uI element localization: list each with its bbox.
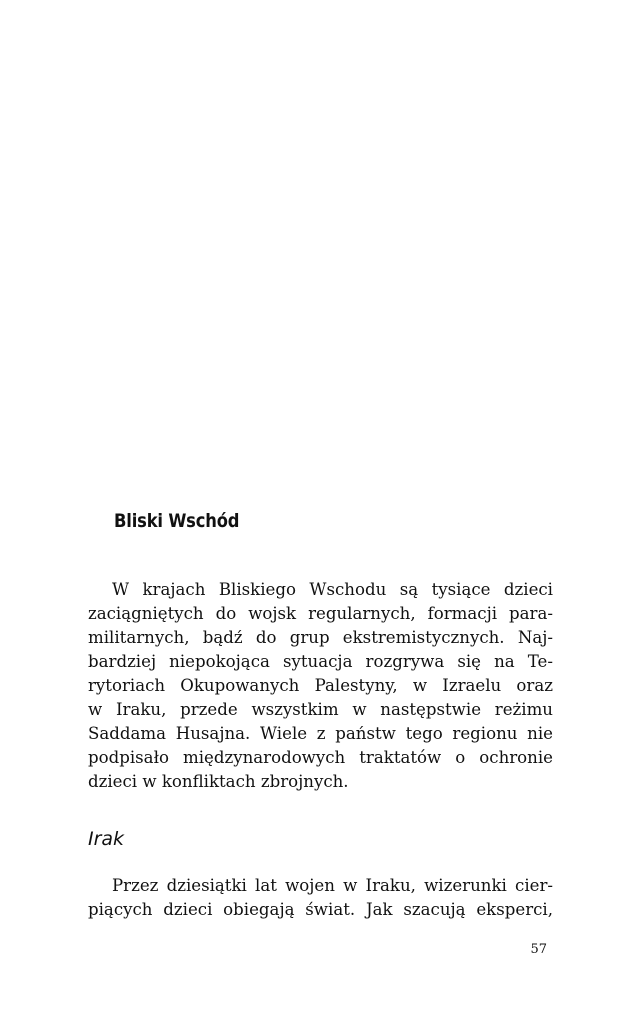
text-line: bardziej niepokojąca sytuacja rozgrywa się na Te- bbox=[88, 652, 553, 671]
text-line: militarnych, bądź do grup ekstremistycznych. Naj- bbox=[88, 628, 553, 647]
chapter-title: Bliski Wschód bbox=[114, 510, 240, 532]
text-line: Przez dziesiątki lat wojen w Iraku, wizerunki cier- bbox=[112, 876, 553, 895]
page-number: 57 bbox=[530, 942, 547, 957]
text-line: podpisało międzynarodowych traktatów o ochronie bbox=[88, 748, 553, 767]
text-line: Saddama Husajna. Wiele z państw tego regionu nie bbox=[88, 724, 553, 743]
text-line: zaciągniętych do wojsk regularnych, formacji para- bbox=[88, 604, 553, 623]
text-line: piących dzieci obiegają świat. Jak szacują eksperci, bbox=[88, 900, 553, 919]
body-paragraph bbox=[88, 874, 553, 922]
body-paragraph bbox=[88, 578, 553, 794]
section-title: Irak bbox=[88, 828, 125, 850]
text-line: rytoriach Okupowanych Palestyny, w Izraelu oraz bbox=[88, 676, 553, 695]
text-line: W krajach Bliskiego Wschodu są tysiące dzieci bbox=[112, 580, 553, 599]
text-line: dzieci w konfliktach zbrojnych. bbox=[88, 772, 349, 791]
text-line: w Iraku, przede wszystkim w następstwie reżimu bbox=[88, 700, 553, 719]
